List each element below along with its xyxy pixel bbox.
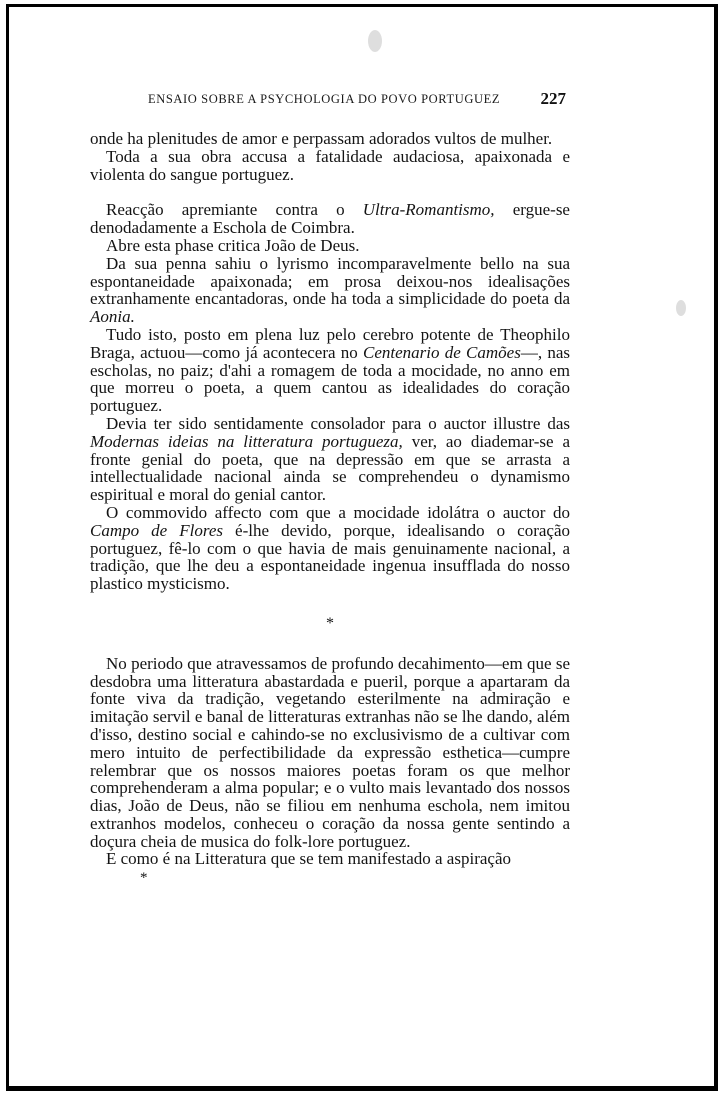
paragraph: No periodo que atravessamos de profundo decahimento—em que se desdobra uma litteratura abastardada e pueril, porque a apartaram da fonte viva da tradição, vegetando esterilmente na admiração e imitação servil e banal de litteraturas extranhas não se lhe dando, além d'isso, destino social e cahindo-se no exclusivismo de a cultivar com mero intuito de perfectibilidade da expressão esthetica—cumpre relembrar que os nossos maiores poetas foram os que melhor comprehenderam a alma popular; e o vulto mais levantado dos nossos dias, João de Deus, não se filiou em nenhuma eschola, nem imitou extranhos modelos, conheceu o coração da nossa gente sentindo a doçura cheia de musica do folk-lore portuguez. bbox=[90, 653, 570, 851]
paragraph: Devia ter sido sentidamente consolador para o auctor illustre das Modernas ideias na litteratura portugueza, ver, ao diademar-se a fronte genial do poeta, que na depressão em que se arrasta a intellectualidade nacional ainda se comprehendeu o dynamismo espiritual e moral do genial cantor. bbox=[90, 413, 570, 505]
paragraph: E como é na Litteratura que se tem manifestado a aspiração bbox=[106, 849, 511, 869]
footnote-marker: * bbox=[140, 870, 148, 887]
paper-stain bbox=[368, 30, 382, 52]
paragraph: O commovido affecto com que a mocidade idolátra o auctor do Campo de Flores é-lhe devido, porque, idealisando o coração portuguez, fê-lo com o que havia de mais genuinamente nacional, a tradição, que lhe deu a espontaneidade ingenua insufflada do nosso plastico mysticismo. bbox=[90, 502, 570, 594]
paragraph: onde ha plenitudes de amor e perpassam adorados vultos de mulher. bbox=[90, 129, 553, 148]
paragraph: Abre esta phase critica João de Deus. bbox=[106, 235, 360, 255]
italic-title: Aonia. bbox=[90, 307, 135, 327]
italic-title: Campo de Flores bbox=[90, 520, 224, 540]
running-header bbox=[90, 90, 570, 112]
page-number: 227 bbox=[540, 89, 566, 108]
paragraph: Reacção apremiante contra o Ultra-Romantismo, ergue-se denodadamente a Eschola de Coimbra. bbox=[90, 200, 570, 238]
paragraph: Tudo isto, posto em plena luz pelo cerebro potente de Theophilo Braga, actuou—como já acontecera no Centenario de Camões—, nas escholas, no paiz; d'ahi a romagem de toda a mocidade, no anno em que morreu o poeta, a quem cantou as idealidades do coração portuguez. bbox=[90, 324, 570, 416]
page-body bbox=[90, 130, 570, 888]
paragraph: Da sua penna sahiu o lyrismo incomparavelmente bello na sua espontaneidade apaixonada; em prosa deixou-nos idealisações extranhamente encantadoras, onde ha toda a simplicidade do poeta da Aonia. bbox=[90, 253, 570, 327]
section-separator: * bbox=[326, 614, 334, 632]
italic-title: Ultra-Romantismo, bbox=[362, 200, 495, 220]
paper-stain bbox=[676, 300, 686, 316]
running-header-title: ENSAIO SOBRE A PSYCHOLOGIA DO POVO PORTUGUEZ bbox=[148, 92, 501, 106]
italic-title: Modernas ideias na litteratura portugueza, bbox=[90, 431, 403, 451]
paragraph: Toda a sua obra accusa a fatalidade audaciosa, apaixonada e violenta do sangue portuguez. bbox=[90, 146, 570, 184]
italic-title: Centenario de Camões bbox=[363, 342, 521, 362]
